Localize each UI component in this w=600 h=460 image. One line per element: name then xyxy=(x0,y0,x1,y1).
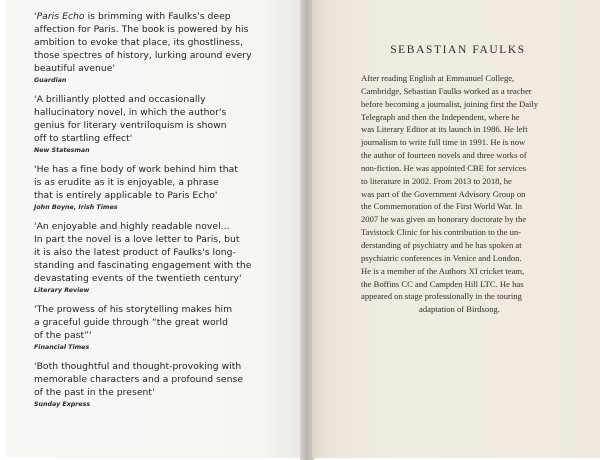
bio-line: psychiatric conferences in Venice and London. xyxy=(361,252,522,263)
quote-line: off to startling effect' xyxy=(34,133,133,144)
quote-line: 'He has a fine body of work behind him that xyxy=(34,164,238,175)
author-name-heading: SEBASTIAN FAULKS xyxy=(390,44,526,56)
bio-line: to literature in 2002. From 2013 to 2018, he xyxy=(361,175,512,186)
bio-line: Tavistock Clinic for his contribution to the un- xyxy=(361,227,522,238)
quote-source: John Boyne, Irish Times xyxy=(34,204,118,211)
quote-text xyxy=(34,93,296,145)
review-quote xyxy=(34,303,296,351)
quote-text xyxy=(34,163,296,202)
review-quotes xyxy=(34,10,296,417)
quote-line: ambition to evoke that place, its ghostliness, xyxy=(34,37,243,48)
quote-line: standing and fascinating engagement with the xyxy=(34,260,252,271)
review-quote xyxy=(34,220,296,294)
quote-line: a graceful guide through “the great world xyxy=(34,317,228,328)
quote-text xyxy=(34,10,296,75)
bio-line: journalism to write full time in 1991. He is now xyxy=(361,137,526,148)
bio-line: 2007 he was given an honorary doctorate by the xyxy=(361,214,527,225)
quote-line: that is entirely applicable to Paris Echo' xyxy=(34,190,218,201)
quote-line: 'An enjoyable and highly readable novel... xyxy=(34,221,230,232)
bio-line: the Commemoration of the First World War. In xyxy=(361,201,523,212)
bio-line: was part of the Government Advisory Group on xyxy=(361,188,526,199)
quote-line: 'A brilliantly plotted and occasionally xyxy=(34,94,206,105)
quote-text xyxy=(34,360,296,399)
bio-line: adaptation of Birdsong. xyxy=(419,304,500,315)
review-quote xyxy=(34,163,296,211)
quote-line: hallucinatory novel, in which the author's xyxy=(34,107,227,118)
author-biography xyxy=(361,72,558,316)
quote-line: it is also the latest product of Faulks's long- xyxy=(34,247,236,258)
quote-line: 'The prowess of his storytelling makes him xyxy=(34,304,233,315)
quote-line: devastating events of the twentieth century' xyxy=(34,273,242,284)
quote-line: genius for literary ventriloquism is shown xyxy=(34,120,227,131)
bio-line: non-fiction. He was appointed CBE for services xyxy=(361,162,526,173)
review-quote xyxy=(34,10,296,84)
quote-source: Literary Review xyxy=(34,287,90,294)
bio-line: the Boffins CC and Campden Hill LTC. He has xyxy=(361,278,524,289)
quote-line: 'Paris Echo is brimming with Faulks's deep xyxy=(34,11,231,22)
quote-line: In part the novel is a love letter to Paris, but xyxy=(34,234,240,245)
review-quote xyxy=(34,93,296,154)
quote-line: 'Both thoughtful and thought-provoking with xyxy=(34,361,242,372)
quote-line: memorable characters and a profound sense xyxy=(34,374,244,385)
review-quote xyxy=(34,360,296,408)
quote-text xyxy=(34,220,296,285)
bio-line: He is a member of the Authors XI cricket team, xyxy=(361,265,525,276)
bio-line: before becoming a journalist, joining first the Daily xyxy=(361,98,539,109)
quote-source: Sunday Express xyxy=(34,401,91,408)
quote-source: Guardian xyxy=(34,77,67,84)
quote-line: affection for Paris. The book is powered by his xyxy=(34,24,249,35)
bio-line: After reading English at Emmanuel College, xyxy=(361,73,515,83)
bio-line: was Literary Editor at its launch in 1986. He left xyxy=(361,124,528,135)
bio-line: appeared on stage professionally in the touring xyxy=(361,291,522,302)
quote-line: is as erudite as it is enjoyable, a phrase xyxy=(34,177,219,188)
quote-line: of the past”' xyxy=(34,330,92,341)
bio-line: derstanding of psychiatry and he has spoken at xyxy=(361,239,522,250)
quote-line: those spectres of history, lurking around every xyxy=(34,50,252,61)
quote-line: beautiful avenue' xyxy=(34,63,116,74)
quote-line: of the past in the present' xyxy=(34,387,155,398)
quote-source: Financial Times xyxy=(34,344,90,351)
bio-line: Telegraph and then the Independent, where he xyxy=(361,111,520,122)
quote-source: New Statesman xyxy=(34,147,90,154)
bio-line: Cambridge, Sebastian Faulks worked as a teacher xyxy=(361,85,532,96)
quote-text xyxy=(34,303,296,342)
bio-line: the author of fourteen novels and three works of xyxy=(361,150,527,161)
